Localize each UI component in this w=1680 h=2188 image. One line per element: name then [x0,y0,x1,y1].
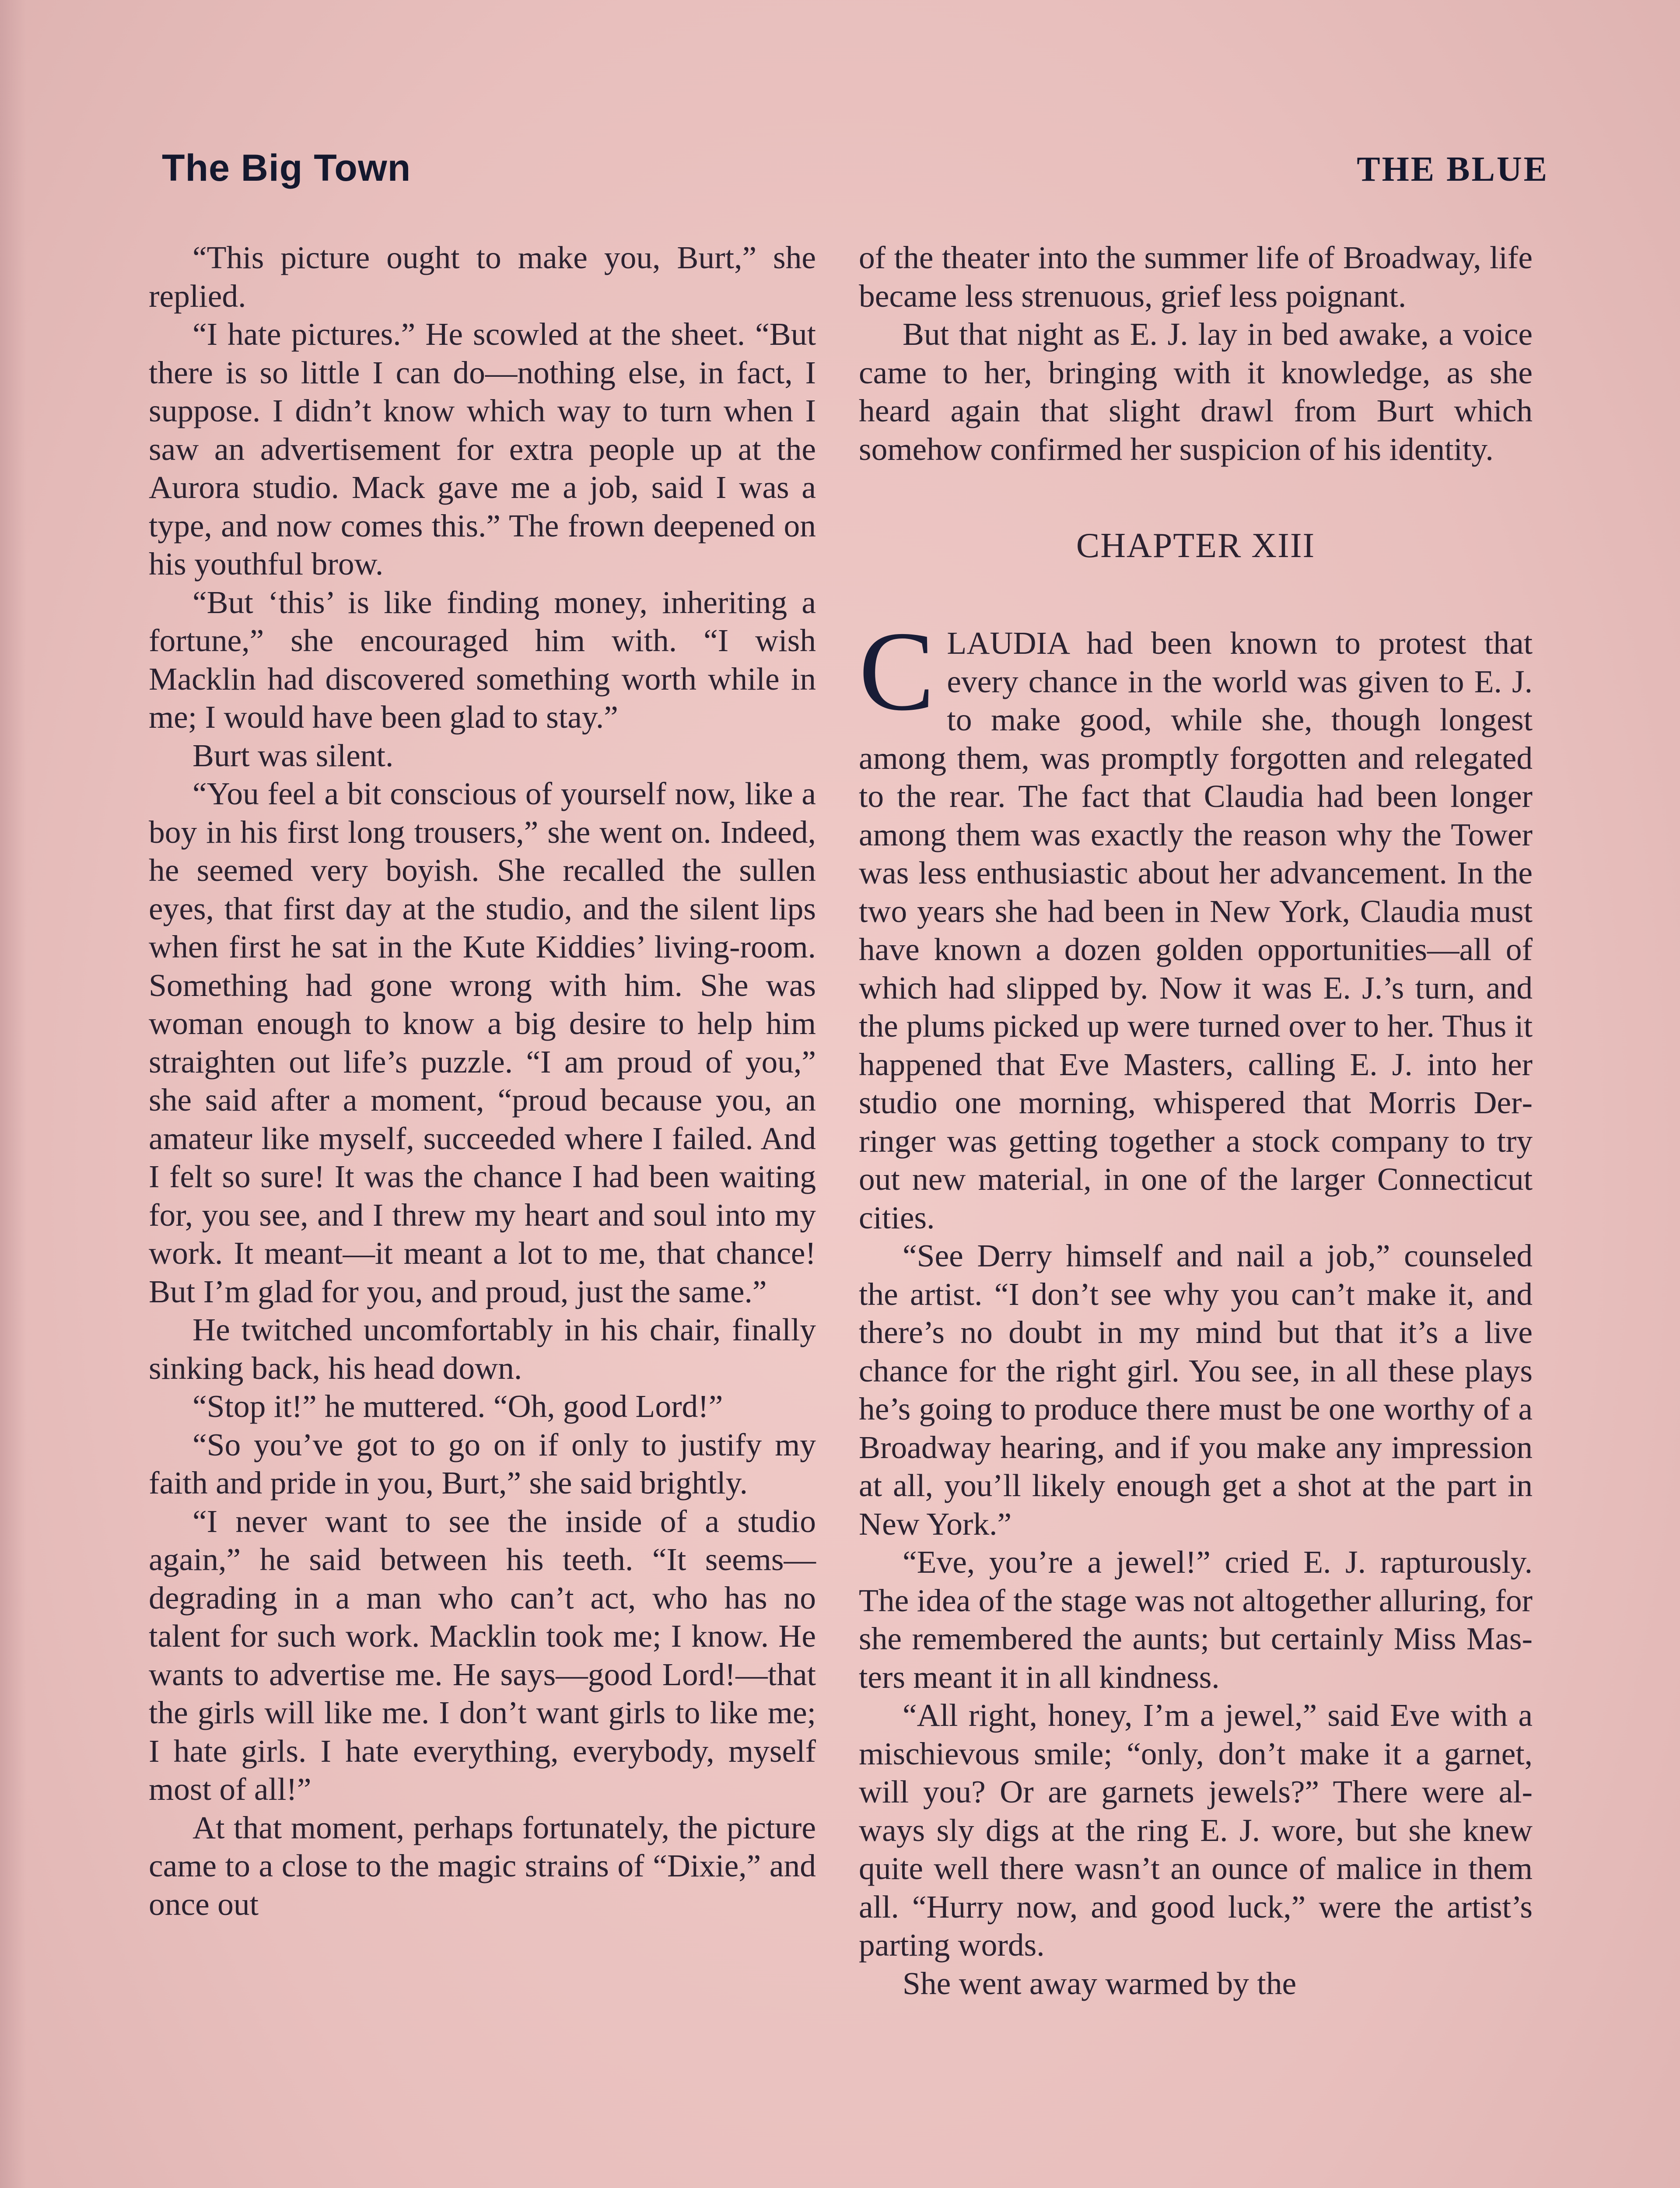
paragraph: “You feel a bit conscious of yourself now, like a boy in his first long trousers,” she went on. Indeed, he seemed very boyish. She recalled the sullen eyes, that first day at the studio, and the silent lips when first he sat in the Kute Kiddies’ living-room. Something had gone wrong with him. She was woman enough to know a big desire to help him straighten out life’s puzzle. “I am proud of you,” she said after a moment, “proud because you, an amateur like myself, succeeded where I failed. And I felt so sure! It was the chance I had been waiting for, you see, and I threw my heart and soul into my work. It meant—it meant a lot to me, that chance! But I’m glad for you, and proud, just the same.” [149,776,816,1309]
page-edge-shadow [0,0,26,2188]
paragraph: “I never want to see the inside of a studio again,” he said between his teeth. “It seems—degrading in a man who can’t act, who has no talent for such work. Macklin took me; I know. He wants to advertise me. He says—good Lord!—that the girls will like me. I don’t want girls to like me; I hate girls. I hate everything, everybody, myself most of all!” [149,1503,816,1807]
paragraph: “This picture ought to make you, Burt,” she replied. [149,240,816,314]
paragraph: “Stop it!” he muttered. “Oh, good Lord!” [192,1389,723,1424]
paragraph: “All right, honey, I’m a jewel,” said Eve with a mischievous smile; “only, don’t make it a garnet, will you? Or are garnets jewels?” There were always sly digs at the ring E. J. wore, but she knew quite well there wasn’t an ounce of malice in them all. “Hurry now, and good luck,” were the artist’s parting words. [859,1697,1533,1963]
chapter-first-paragraph [859,608,1533,1237]
paragraph-continued: of the theater into the summer life of Broadway, life became less strenuous, grief less poignant. [859,240,1533,314]
right-text-column [859,238,1533,2002]
running-head-magazine: THE BLUE [1357,150,1549,189]
paragraph: “See Derry himself and nail a job,” counseled the artist. “I don’t see why you can’t make it, and there’s no doubt in my mind but that it’s a live chance for the right girl. You see, in all these plays he’s going to produce there must be one worthy of a Broadway hearing, and if you make any impression at all, you’ll likely enough get a shot at the part in New York.” [859,1238,1533,1542]
running-head-title: The Big Town [162,147,411,189]
chapter-heading: CHAPTER XIII [1076,526,1316,565]
chapter-first-paragraph-text: LAUDIA had been known to protest that every chance in the world was given to E. J. to make good, while she, though longest among them, was promptly forgotten and relegated to the rear. The fact that Claudia had been longer among them was exactly the reason why the Tower was less enthusiastic about her advancement. In the two years she had been in New York, Claudia must have known a dozen golden opportunities—all of which had slipped by. Now it was E. J.’s turn, and the plums picked up were turned over to her. Thus it happened that Eve Masters, calling E. J. into her studio one morning, whispered that Morris Derringer was getting together a stock company to try out new material, in one of the larger Connecticut cities. [859,625,1533,1235]
paragraph: Burt was silent. [192,737,394,773]
paragraph: “I hate pictures.” He scowled at the sheet. “But there is so little I can do—nothing else, in fact, I suppose. I didn’t know which way to turn when I saw an advertisement for extra people up at the Aurora studio. Mack gave me a job, said I was a type, and now comes this.” The frown deepened on his youthful brow. [149,316,816,582]
paragraph: She went away warmed by the [903,1965,1297,2001]
paragraph: At that moment, perhaps fortunately, the picture came to a close to the magic strains of “Dixie,” and once out [149,1809,816,1922]
left-text-column [149,238,816,1923]
paragraph: “So you’ve got to go on if only to justify my faith and pride in you, Burt,” she said brightly. [149,1427,816,1501]
paragraph: But that night as E. J. lay in bed awake, a voice came to her, bringing with it knowledge, as she heard again that slight drawl from Burt which somehow confirmed her suspicion of his identity. [859,316,1533,467]
paragraph: “Eve, you’re a jewel!” cried E. J. rapturously. The idea of the stage was not altogether alluring, for she remembered the aunts; but certainly Miss Masters meant it in all kindness. [859,1544,1533,1695]
drop-cap: C [859,608,935,734]
paragraph: “But ‘this’ is like finding money, inheriting a fortune,” she encouraged him with. “I wish Macklin had discovered something worth while in me; I would have been glad to stay.” [149,584,816,735]
paragraph: He twitched uncomfortably in his chair, finally sinking back, his head down. [149,1312,816,1386]
